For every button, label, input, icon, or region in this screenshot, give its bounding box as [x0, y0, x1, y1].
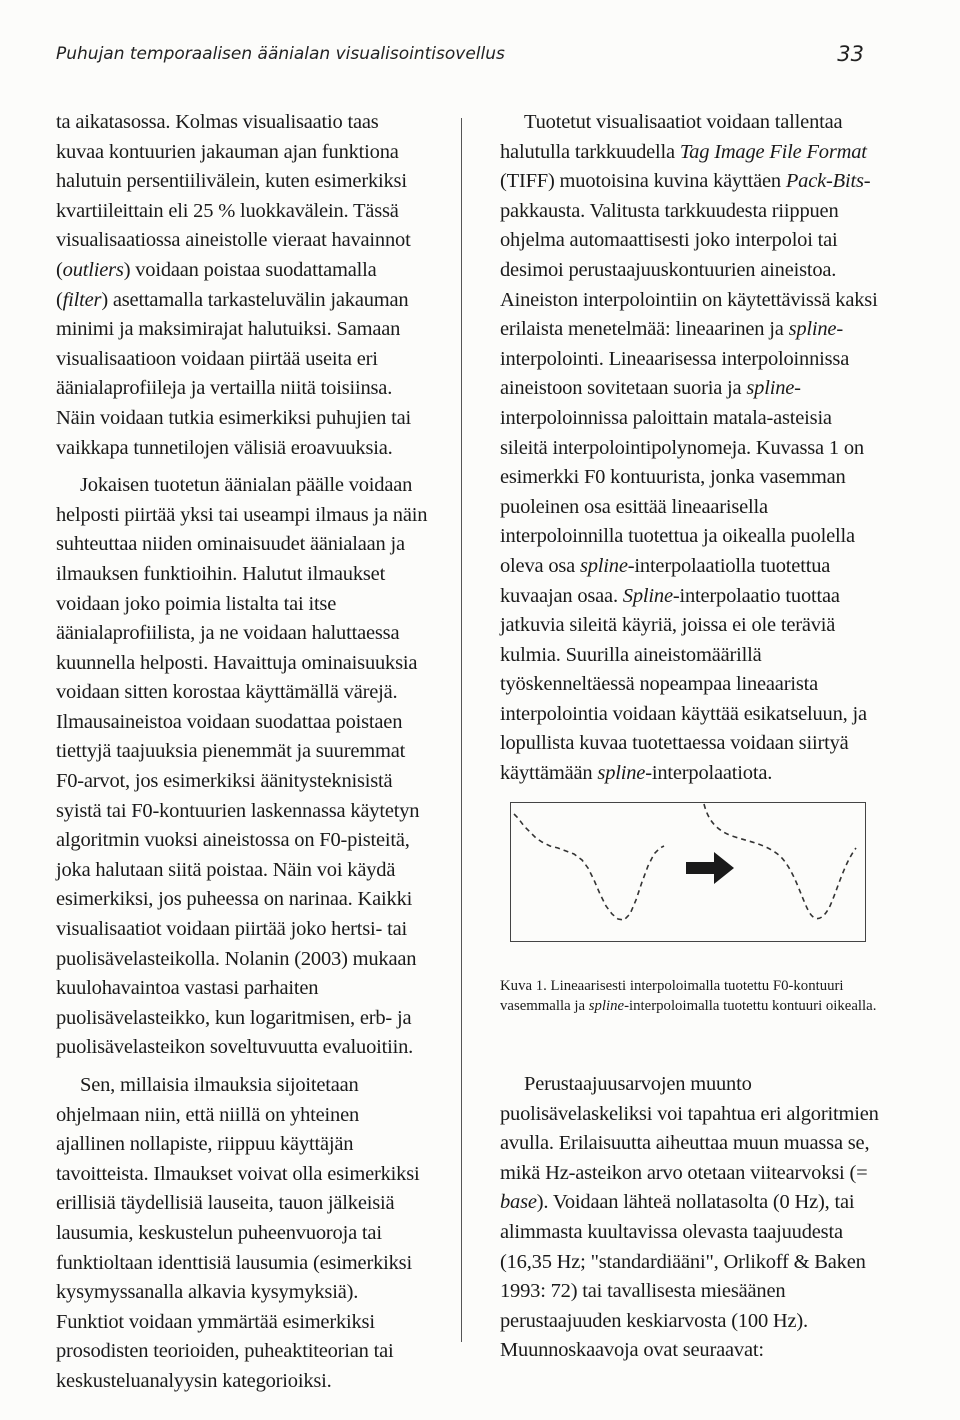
running-title: Puhujan temporaalisen äänialan visualisointisovellus	[56, 44, 505, 64]
f0-contour-illustration	[504, 796, 868, 956]
italic-term: spline	[579, 554, 628, 577]
italic-term: Spline	[622, 584, 673, 607]
left-column	[56, 108, 428, 1397]
italic-term: Pack-Bits	[785, 170, 864, 193]
linear-interpolated-contour	[514, 814, 664, 920]
italic-term: Tag Image File Format	[679, 140, 867, 163]
italic-term: spline	[597, 762, 646, 785]
text-run: -interpoloimalla tuotettu kontuuri oikealla.	[624, 998, 877, 1014]
arrow-icon	[686, 852, 734, 884]
right-paragraph-2	[500, 1070, 884, 1366]
figure-1	[504, 796, 868, 956]
italic-term: spline	[788, 318, 837, 341]
right-paragraph-1	[500, 108, 884, 789]
text-run: ) asettamalla tarkasteluvälin jakauman minimi ja maksimirajat halutuiksi. Samaan visualisaatioon voidaan piirtää useita eri äänialaprofiileja ja vertailla niitä toisiinsa. Näin voidaan tutkia esimerkiksi puhujien tai vaikkapa tunnetilojen välisiä eroavuuksia.	[56, 288, 411, 459]
text-run: ). Voidaan lähteä nollatasolta (0 Hz), tai alimmasta kuultavissa olevasta taajuudesta (16,35 Hz; "standardiääni", Orlikoff & Baken 1993: 72) tai tavallisesta miesäänen perustaajuuden keskiarvosta (100 Hz). Muunnoskaavoja ovat seuraavat:	[500, 1191, 866, 1362]
text-run: -interpolaatio tuottaa jatkuvia sileitä käyriä, joissa ei ole teräviä kulmia. Suurilla aineistomäärillä työskenneltäessä nopeampaa lineaarista interpolointia voidaan käyttää esikatseluun, ja lopullista kuvaa tuotettaessa voidaan siirtyä käyttämään	[500, 584, 867, 785]
text-run: -interpolaatiota.	[645, 762, 773, 785]
right-column	[500, 108, 884, 789]
italic-term: outliers	[62, 258, 124, 281]
column-divider	[461, 118, 462, 1342]
left-paragraph-2: Jokaisen tuotetun äänialan päälle voidaan helposti piirtää yksi tai useampi ilmaus ja näin suhteuttaa niiden ominaisuudet äänialaan ja ilmauksen funktioihin. Halutut ilmaukset voidaan joko poimia listalta tai itse äänialaprofiilista, ja ne voidaan haluttaessa kuunnella helposti. Havaittuja ominaisuuksia voidaan sitten korostaa käyttämällä värejä. Ilmausaineistoa voidaan suodattaa poistaen tiettyjä taajuuksia pienemmät ja suuremmat F0-arvot, jos esimerkiksi äänitysteknisistä syistä tai F0-kontuurien laskennassa käytetyn algoritmin vuoksi aineistossa on F0-pisteitä, joka halutaan siitä poistaa. Näin voi käydä esimerkiksi, jos puheessa on narinaa. Kaikki visualisaatiot voidaan piirtää joko hertsi- tai puolisävelasteikolla. Nolanin (2003) mukaan kuulohavaintoa vastasi parhaiten puolisävelasteikko, kun logaritmisen, erb- ja puolisävelasteikon soveltuvuutta evaluoitiin.	[56, 474, 428, 1059]
text-run: -interpolaatiolla tuotettua kuvaajan osaa.	[500, 554, 831, 607]
text-run: ) voidaan poistaa suodattamalla (	[56, 258, 377, 311]
figure-caption	[500, 976, 880, 1016]
running-header	[56, 38, 864, 72]
italic-term: base	[500, 1191, 537, 1214]
italic-term: spline	[746, 377, 795, 400]
text-run: Perustaajuusarvojen muunto puolisävelaskeliksi voi tapahtua eri algoritmien avulla. Erilaisuutta aiheuttaa muun muassa se, mikä Hz-asteikon arvo otetaan viitearvoksi (=	[500, 1073, 879, 1184]
text-run: Tuotetut visualisaatiot voidaan tallentaa halutulla tarkkuudella	[500, 111, 843, 163]
text-run: -pakkausta. Valitusta tarkkuudesta riippuen ohjelma automaattisesti joko interpoloi tai desimoi perustaajuuskontuurien aineistoa. Aineiston interpolointiin on käytettävissä kaksi erilaista menetelmää: lineaarinen ja	[500, 170, 878, 341]
right-column-lower	[500, 1070, 884, 1366]
text-run: ta aikatasossa. Kolmas visualisaatio taas kuvaa kontuurien jakauman ajan funktiona halutuin persentiilivälein, kuten esimerkiksi kvartiileittain eli 25 % luokkavälein. Tässä visualisaatiossa aineistolle vieraat havainnot (	[56, 111, 411, 281]
left-paragraph-1	[56, 108, 428, 463]
text-run: (TIFF) muotoisina kuvina käyttäen	[500, 170, 786, 193]
page-number: 33	[837, 42, 864, 66]
italic-term: spline	[588, 998, 625, 1014]
text-run: -interpoloinnissa paloittain matala-asteisia sileitä interpolointipolynomeja. Kuvassa 1 on esimerkki F0 kontuurista, jonka vasemman puoleinen osa esittää lineaarisella interpoloinnilla tuotettua ja oikealla puolella oleva osa	[500, 377, 864, 577]
text-run: -interpolointi. Lineaarisessa interpoloinnissa aineistoon sovitetaan suoria ja	[500, 318, 850, 400]
text-run: Kuva 1. Lineaarisesti interpoloimalla tuotettu F0-kontuuri vasemmalla ja	[500, 978, 844, 1014]
italic-term: filter	[62, 288, 102, 311]
spline-interpolated-contour	[704, 804, 856, 919]
left-paragraph-3: Sen, millaisia ilmauksia sijoitetaan ohjelmaan niin, että niillä on yhteinen ajallinen nollapiste, riippuu käyttäjän tavoitteista. Ilmaukset voivat olla esimerkiksi erillisiä täydellisiä lauseita, tauon jälkeisiä lausumia, keskustelun puheenvuoroja tai funktioltaan identtisiä lausumia (esimerkiksi kysymyssanalla alkavia kysymyksiä). Funktiot voidaan ymmärtää esimerkiksi prosodisten teorioiden, puheaktiteorian tai keskusteluanalyysin kategorioiksi.	[56, 1074, 420, 1392]
